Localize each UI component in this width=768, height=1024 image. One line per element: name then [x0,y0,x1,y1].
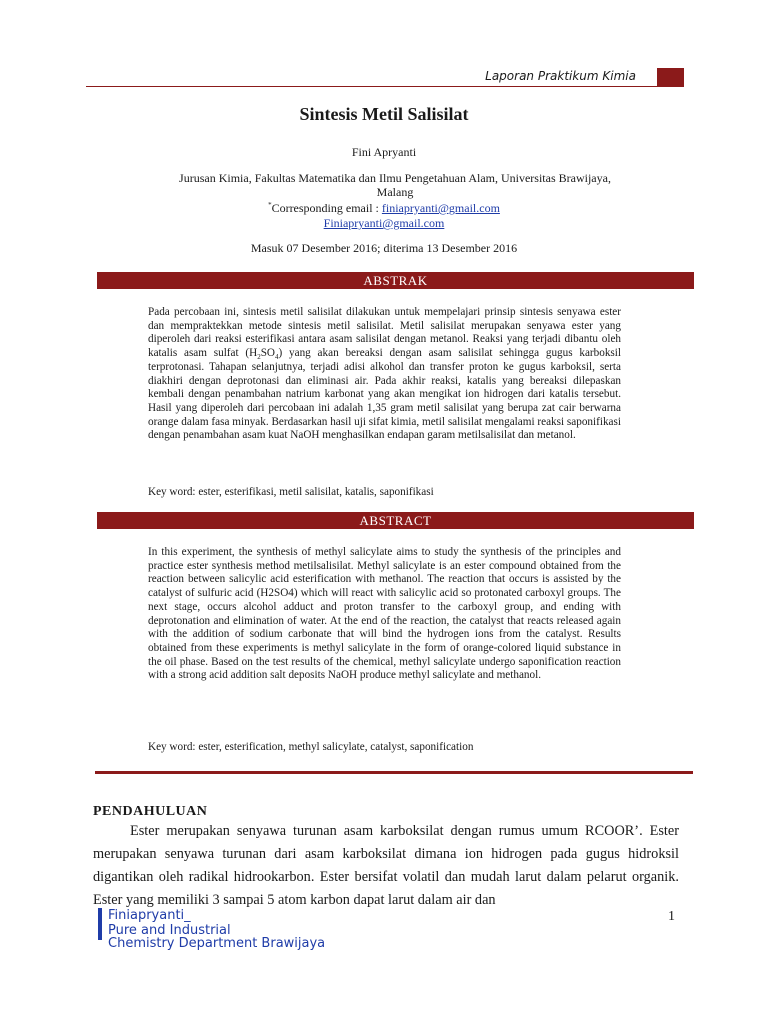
submission-dates: Masuk 07 Desember 2016; diterima 13 Desember 2016 [250,241,518,255]
running-header: Laporan Praktikum Kimia [485,69,636,83]
abstract-keywords: Key word: ester, esterification, methyl salicylate, catalyst, saponification [148,741,474,753]
footer-line-1: Finiapryanti_ [108,908,191,923]
abstract-heading: ABSTRACT [97,512,694,529]
email-link-primary[interactable]: finiapryanti@gmail.com [381,201,500,215]
abstrak-keywords: Key word: ester, esterifikasi, metil salisilat, katalis, saponifikasi [148,486,434,498]
corresponding-email-block [0,198,768,231]
footer-line-3-cut: Chemistry Department Brawijaya [108,936,326,951]
abstrak-text-part1: Pada percobaan ini, sintesis metil salisilat dilakukan untuk mempelajari prinsip sintesis senyawa ester dan mempraktekkan metode sintesis metil salisilat. Metil salisilat merupakan senyawa ester yang diperoleh dari reaksi esterifikasi antara asam salisilat dengan metanol. Reaksi yang terjadi dibantu oleh katalis asam sulfat (H [148,306,621,360]
corresponding-label: Corresponding email : [271,201,382,215]
abstrak-sub-4: 4 [275,353,279,362]
abstrak-text-part3: ) yang akan bereaksi dengan asam salisilat sehingga gugus karboksil terprotonasi. Tahapan selanjutnya, terjadi adisi alkohol dan transfer proton ke gugus karboksil, serta diakhiri dengan deprotonasi dan eliminasi air. Pada akhir reaksi, katalis yang bereaksi dilepaskan kembali dengan penambahan natrium karbonat yang akan mengikat ion hidrogen dari katalis tersebut. Hasil yang diperoleh dari percobaan ini adalah 1,35 gram metil salisilat yang berupa zat cair berwarna orange dalam fasa minyak. Berdasarkan hasil uji sifat kimia, metil salisilat mengalami reaksi saponifikasi dengan penambahan asam kuat NaOH menghasilkan endapan garam metilsalisilat dan metanol. [148,347,622,442]
footer-accent-bar [98,908,102,940]
email-link-secondary[interactable]: Finiapryanti@gmail.com [323,216,445,230]
section-separator [95,771,693,774]
header-accent-block [657,68,684,87]
affiliation: Jurusan Kimia, Fakultas Matematika dan Ilmu Pengetahuan Alam, Universitas Brawijaya, Malang [179,171,611,199]
abstrak-heading: ABSTRAK [97,272,694,289]
footer-line-2: Pure and Industrial [108,923,231,938]
paper-title: Sintesis Metil Salisilat [299,104,469,124]
introduction-heading: PENDAHULUAN [93,804,208,819]
corresponding-marker: * [268,201,272,209]
page-number: 1 [668,909,675,924]
footer-author-block [108,908,231,938]
abstrak-text-part2: SO [260,347,276,360]
author-name: Fini Apryanti [351,145,417,159]
introduction-text: Ester merupakan senyawa turunan asam karboksilat dengan rumus umum RCOOR’. Ester merupakan senyawa turunan dari asam karboksilat dimana ion hidrogen pada gugus hidroksil digantikan oleh radikal hidrookarbon. Ester bersifat volatil dan mudah larut dalam pelarut organik. Ester yang memiliki 3 sampai 5 atom karbon dapat larut dalam air dan [93,823,679,908]
abstrak-text [148,306,621,443]
abstrak-sub-2: 2 [257,353,261,362]
header-rule [86,86,684,87]
abstract-text: In this experiment, the synthesis of methyl salicylate aims to study the synthesis of the principles and practice ester synthesis method metilsalisilat. Methyl salicylate is an ester compound obtained from the reaction between salicylic acid esterification with methanol. The reaction that occurs is assisted by the catalyst of sulfuric acid (H2SO4) which will react with salicylic acid so protonated carboxyl groups. The next stage, occurs alcohol adduct and proton transfer to the carboxyl group, and ending with deprotonation and elimination of water. At the end of the reaction, the catalyst that reacts released again with the addition of sodium carbonate that will bind the hydrogen ions from the catalyst. Results obtained from these experiments is methyl salicylate in the form of orange-colored liquid substance in the oil phase. Based on the test results of the chemical, methyl salicylate undergo saponification reaction with a strong acid addition salt deposits NaOH produce methyl salicylate and methanol. [148,546,621,682]
